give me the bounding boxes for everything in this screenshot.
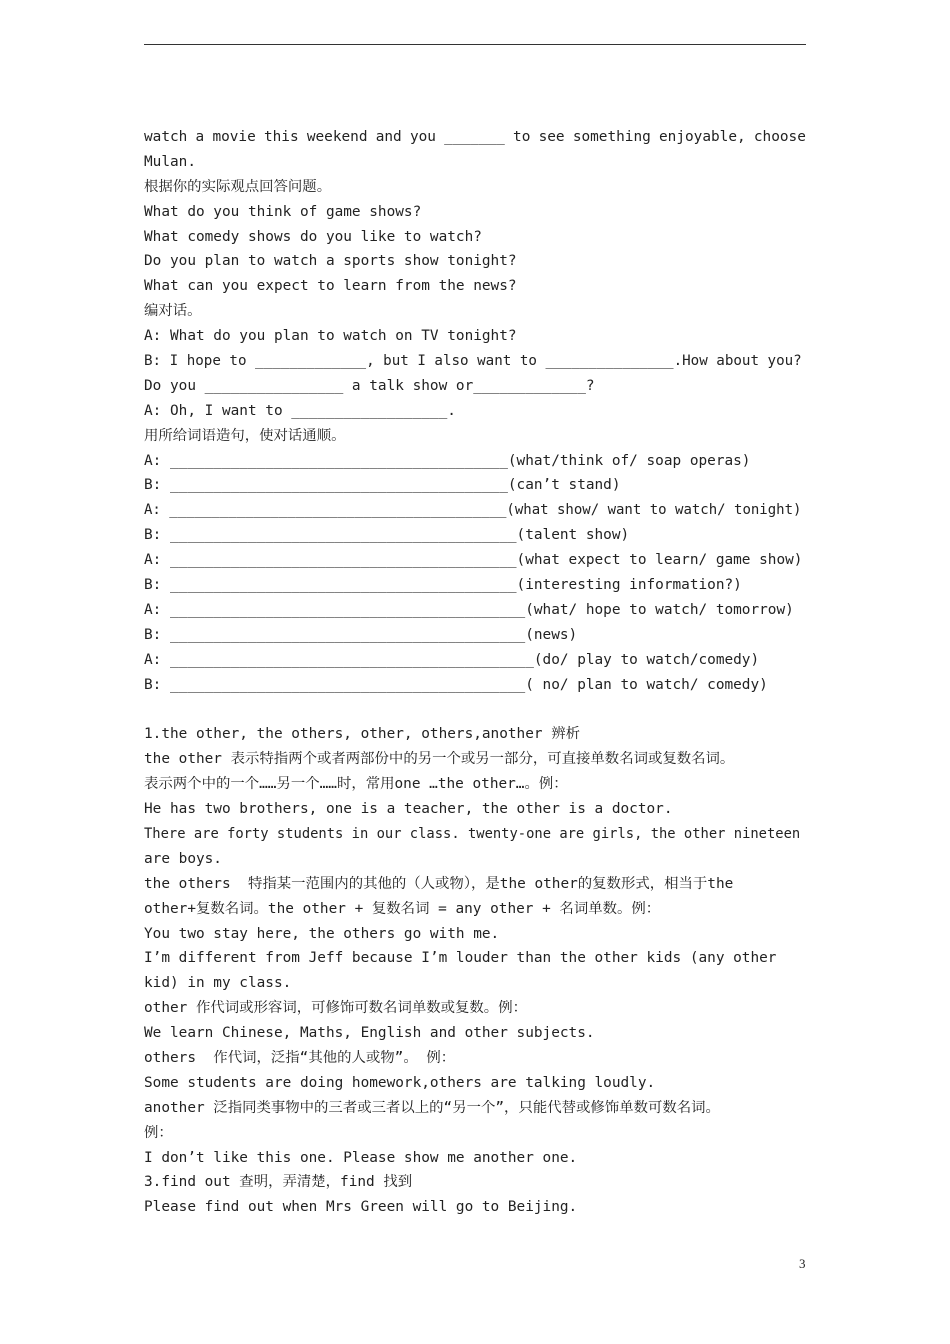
notes-p5-line1: another 泛指同类事物中的三者或三者以上的“另一个”，只能代替或修饰单数可数名词。 [144,1099,720,1116]
notes-p4: others 作代词，泛指“其他的人或物”。 例： [144,1049,456,1066]
exercise-line-1-word: watch [144,129,188,145]
exercise-line-1-word: see [538,129,565,145]
sentence-line-10: B: _________________________________________( no/ plan to watch/ comedy) [144,676,768,693]
example-2-line1: There are forty students in our class. twenty-one are girls, the other nineteen [144,825,801,842]
notes-p5-line2: 例： [144,1124,173,1141]
page-number: 3 [799,1256,806,1271]
page-content [144,125,806,1220]
exercise-line-1-word: you [409,129,436,145]
dialog-line-2: B: I hope to _____________, but I also want to _______________.How about you? [144,353,802,370]
section-title-make-dialog: 编对话。 [144,303,202,320]
sentence-line-3: A: ________________________________________(what show/ want to watch/ tonight) [144,502,802,519]
sentence-line-2: B: _______________________________________(can’t stand) [144,477,621,494]
notes-p2-line1: the others 特指某一范围内的其他的（人或物），是the other的复数形式，相当于the [144,875,734,892]
notes-p3: other 作代词或形容词，可修饰可数名词单数或复数。例： [144,1000,527,1017]
notes-p1-line1: the other 表示特指两个或者两部份中的另一个或另一部分，可直接单数名词或复数名词。 [144,751,735,768]
example-6: Some students are doing homework,others are talking loudly. [144,1074,656,1091]
exercise-line-1-word: and [375,129,402,145]
exercise-line-1-word: something [572,129,651,145]
exercise-line-1-word: to [513,129,531,145]
dialog-line-4: A: Oh, I want to __________________. [144,402,456,419]
example-4-line1: I’m different from Jeff because I’m louder than the other kids (any other [144,950,777,967]
section-title-make-sentences: 用所给词语造句，使对话通顺。 [144,427,346,444]
sentence-line-4: B: ________________________________________(talent show) [144,527,630,544]
dialog-line-3: Do you ________________ a talk show or_____________? [144,377,595,394]
sentence-line-5: A: ________________________________________(what expect to learn/ game show) [144,552,803,569]
notes-heading-1: 1.the other, the others, other, others,another 辨析 [144,726,580,743]
sentence-line-8: B: _________________________________________(news) [144,626,578,643]
example-8: Please find out when Mrs Green will go to Beijing. [144,1199,578,1216]
header-rule [144,44,806,45]
question-1: What do you think of game shows? [144,203,422,220]
example-5: We learn Chinese, Maths, English and other subjects. [144,1025,595,1042]
notes-p1-line2: 表示两个中的一个……另一个……时，常用one …the other…。例： [144,776,568,793]
example-7: I don’t like this one. Please show me another one. [144,1149,578,1166]
exercise-line-1-word: choose [753,129,806,145]
exercise-line-1-word: a [195,129,205,145]
exercise-line-1-word: movie [212,129,256,145]
sentence-line-6: B: ________________________________________(interesting information?) [144,577,742,594]
sentence-line-9: A: __________________________________________(do/ play to watch/comedy) [144,651,760,668]
example-4-line2: kid) in my class. [144,975,292,992]
exercise-line-1 [144,125,806,150]
exercise-line-1-word: _______ [444,129,505,145]
exercise-line-1-word: this [263,129,299,145]
section-title-answer-questions: 根据你的实际观点回答问题。 [144,178,332,195]
example-3: You two stay here, the others go with me. [144,925,500,942]
sentence-line-1: A: _______________________________________(what/think of/ soap operas) [144,452,751,469]
example-2-line2: are boys. [144,850,222,867]
dialog-line-1: A: What do you plan to watch on TV tonight? [144,328,517,345]
exercise-line-1-word: weekend [306,129,368,145]
exercise-line-2: Mulan. [144,153,196,170]
sentence-line-7: A: _________________________________________(what/ hope to watch/ tomorrow) [144,601,794,618]
question-2: What comedy shows do you like to watch? [144,228,482,245]
question-3: Do you plan to watch a sports show tonight? [144,253,517,270]
notes-p2-line2: other+复数名词。the other + 复数名词 = any other + 名词单数。例： [144,900,661,917]
question-4: What can you expect to learn from the news? [144,278,517,295]
exercise-line-1-word: enjoyable, [659,129,746,145]
example-1: He has two brothers, one is a teacher, the other is a doctor. [144,801,673,818]
notes-heading-3: 3.find out 查明，弄清楚，find 找到 [144,1174,413,1191]
spacer [144,697,806,722]
